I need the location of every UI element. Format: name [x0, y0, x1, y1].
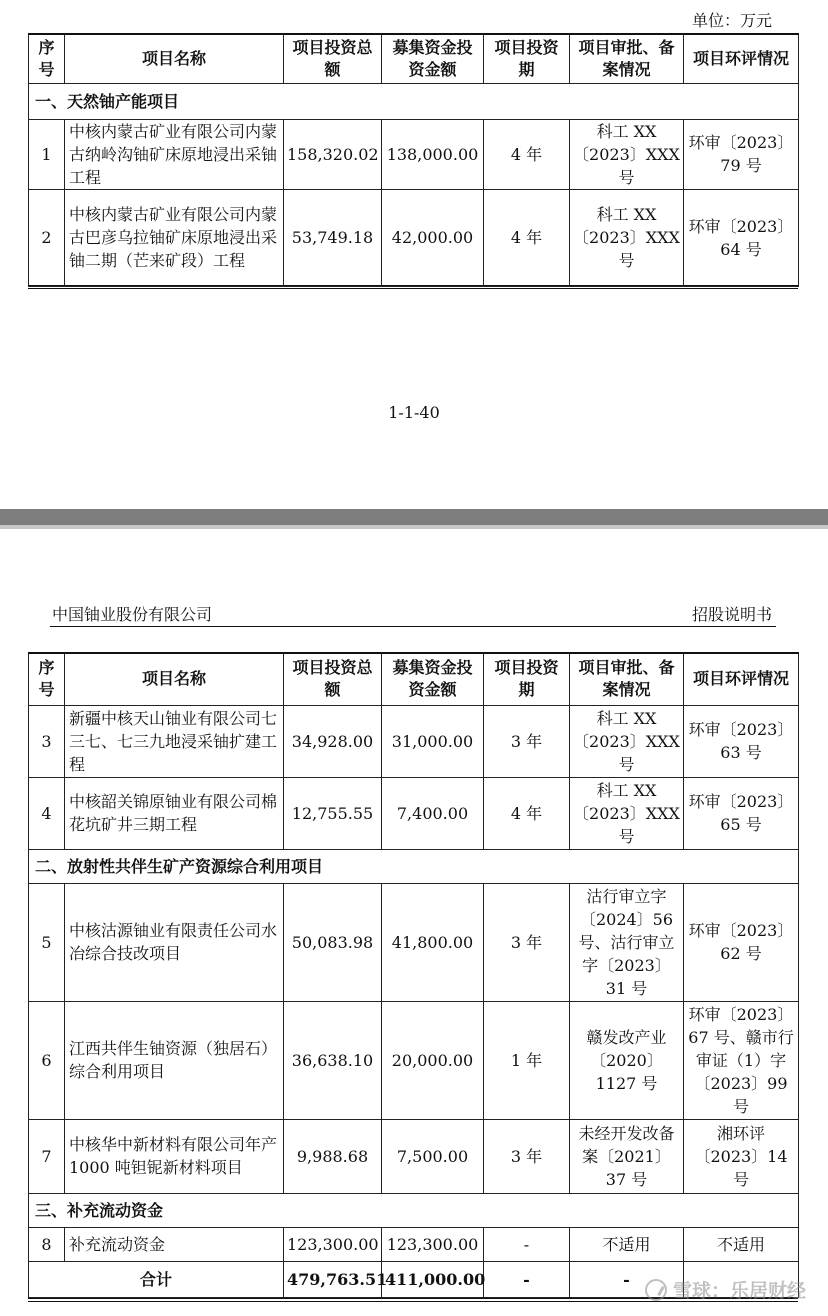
section-row: [29, 1193, 799, 1227]
section-title: 二、放射性共伴生矿产资源综合利用项目: [29, 849, 799, 883]
page-number: 1-1-40: [388, 403, 440, 422]
watermark: [645, 1276, 806, 1303]
section-title: 一、天然铀产能项目: [29, 83, 799, 119]
snowball-logo-icon: [645, 1279, 667, 1301]
row-name: 新疆中核天山铀业有限公司七三七、七三九地浸采铀扩建工程: [65, 705, 284, 777]
row-approval: 科工 XX〔2023〕XXX 号: [570, 189, 684, 286]
header-raised: 募集资金投资金额: [382, 34, 484, 83]
table-header-row: [29, 653, 799, 705]
row-raised: 123,300.00: [382, 1227, 484, 1261]
row-name: 中核内蒙古矿业有限公司内蒙古纳岭沟铀矿床原地浸出采铀工程: [65, 119, 284, 189]
row-approval: 沽行审立字〔2024〕56 号、沽行审立字〔2023〕31 号: [570, 883, 684, 1001]
watermark-text: 雪球：乐居财经: [672, 1280, 806, 1302]
row-period: 3 年: [484, 883, 570, 1001]
row-name: 中核韶关锦原铀业有限公司棉花坑矿井三期工程: [65, 777, 284, 849]
header-raised: 募集资金投资金额: [382, 653, 484, 705]
header-seq: 序号: [29, 34, 65, 83]
table-row: [29, 1227, 799, 1261]
table-row: [29, 705, 799, 777]
row-eia: 环审〔2023〕62 号: [684, 883, 799, 1001]
row-raised: 7,400.00: [382, 777, 484, 849]
header-approval: 项目审批、备案情况: [570, 653, 684, 705]
row-eia: 环审〔2023〕67 号、赣市行审证（1）字〔2023〕99 号: [684, 1001, 799, 1119]
row-period: 4 年: [484, 777, 570, 849]
row-approval: 未经开发改备案〔2021〕37 号: [570, 1119, 684, 1193]
row-period: -: [484, 1227, 570, 1261]
total-period: -: [484, 1261, 570, 1297]
header-name: 项目名称: [65, 34, 284, 83]
row-seq: 1: [29, 119, 65, 189]
row-total: 50,083.98: [284, 883, 382, 1001]
table-row: [29, 189, 799, 286]
row-seq: 8: [29, 1227, 65, 1261]
header-total: 项目投资总额: [284, 653, 382, 705]
row-eia: 环审〔2023〕65 号: [684, 777, 799, 849]
header-period: 项目投资期: [484, 34, 570, 83]
table-row: [29, 1001, 799, 1119]
row-raised: 41,800.00: [382, 883, 484, 1001]
row-raised: 138,000.00: [382, 119, 484, 189]
header-seq: 序号: [29, 653, 65, 705]
row-total: 34,928.00: [284, 705, 382, 777]
row-total: 9,988.68: [284, 1119, 382, 1193]
row-seq: 6: [29, 1001, 65, 1119]
row-approval: 赣发改产业〔2020〕1127 号: [570, 1001, 684, 1119]
row-raised: 42,000.00: [382, 189, 484, 286]
section-row: [29, 83, 799, 119]
row-eia: 不适用: [684, 1227, 799, 1261]
total-label: 合计: [29, 1261, 284, 1297]
row-name: 中核华中新材料有限公司年产 1000 吨钽铌新材料项目: [65, 1119, 284, 1193]
row-approval: 科工 XX〔2023〕XXX 号: [570, 119, 684, 189]
table-row: [29, 119, 799, 189]
table-row: [29, 883, 799, 1001]
header-eia: 项目环评情况: [684, 34, 799, 83]
row-approval: 不适用: [570, 1227, 684, 1261]
row-total: 36,638.10: [284, 1001, 382, 1119]
page-separator-shadow: [0, 525, 828, 529]
table-row: [29, 777, 799, 849]
row-name: 中核内蒙古矿业有限公司内蒙古巴彦乌拉铀矿床原地浸出采铀二期（芒来矿段）工程: [65, 189, 284, 286]
row-raised: 31,000.00: [382, 705, 484, 777]
row-seq: 5: [29, 883, 65, 1001]
row-seq: 2: [29, 189, 65, 286]
row-total: 123,300.00: [284, 1227, 382, 1261]
header-total: 项目投资总额: [284, 34, 382, 83]
row-approval: 科工 XX〔2023〕XXX 号: [570, 777, 684, 849]
row-eia: 环审〔2023〕79 号: [684, 119, 799, 189]
row-raised: 7,500.00: [382, 1119, 484, 1193]
row-seq: 4: [29, 777, 65, 849]
header-period: 项目投资期: [484, 653, 570, 705]
page-separator: [0, 509, 828, 525]
row-eia: 湘环评〔2023〕14 号: [684, 1119, 799, 1193]
row-seq: 7: [29, 1119, 65, 1193]
header-approval: 项目审批、备案情况: [570, 34, 684, 83]
investment-table-part2: [28, 652, 799, 1298]
row-period: 3 年: [484, 1119, 570, 1193]
row-name: 江西共伴生铀资源（独居石）综合利用项目: [65, 1001, 284, 1119]
total-raised: 411,000.00: [382, 1261, 484, 1297]
row-period: 3 年: [484, 705, 570, 777]
row-approval: 科工 XX〔2023〕XXX 号: [570, 705, 684, 777]
unit-label: 单位：万元: [691, 11, 772, 30]
row-period: 4 年: [484, 119, 570, 189]
row-period: 1 年: [484, 1001, 570, 1119]
row-name: 补充流动资金: [65, 1227, 284, 1261]
total-approval: -: [570, 1261, 684, 1297]
investment-table-part1: [28, 33, 799, 287]
row-eia: 环审〔2023〕63 号: [684, 705, 799, 777]
company-name: 中国铀业股份有限公司: [52, 605, 213, 624]
section-title: 三、补充流动资金: [29, 1193, 799, 1227]
document-type: 招股说明书: [691, 605, 772, 624]
row-period: 4 年: [484, 189, 570, 286]
row-total: 53,749.18: [284, 189, 382, 286]
total-investment: 479,763.51: [284, 1261, 382, 1297]
row-total: 158,320.02: [284, 119, 382, 189]
row-eia: 环审〔2023〕64 号: [684, 189, 799, 286]
header-eia: 项目环评情况: [684, 653, 799, 705]
header-rule: [50, 626, 776, 628]
row-raised: 20,000.00: [382, 1001, 484, 1119]
row-total: 12,755.55: [284, 777, 382, 849]
row-name: 中核沽源铀业有限责任公司水冶综合技改项目: [65, 883, 284, 1001]
row-seq: 3: [29, 705, 65, 777]
table-row: [29, 1119, 799, 1193]
table-bottom-rule: [28, 285, 798, 289]
header-name: 项目名称: [65, 653, 284, 705]
table-header-row: [29, 34, 799, 83]
section-row: [29, 849, 799, 883]
